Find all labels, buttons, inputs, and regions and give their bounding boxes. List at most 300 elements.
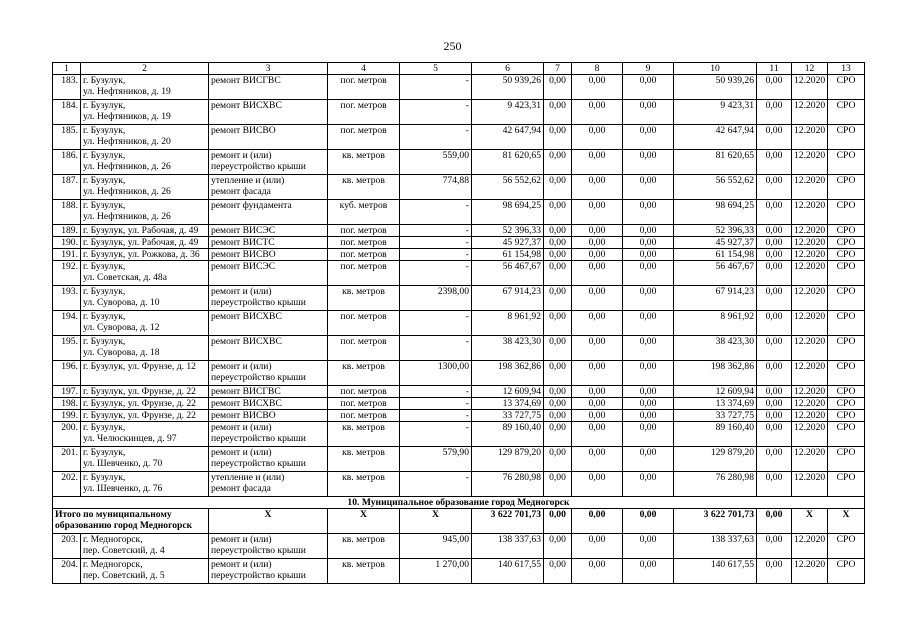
work-type-cell: [209, 261, 328, 286]
table-row: [53, 559, 865, 584]
method-cell: СРО: [828, 237, 865, 249]
row-number: 204.: [53, 559, 81, 584]
value-cell: 0,00: [544, 286, 572, 311]
method-cell: СРО: [828, 534, 865, 559]
address-cell: [81, 398, 209, 410]
cell-line: переустройство крыши: [211, 433, 306, 444]
work-type-cell: [209, 100, 328, 125]
row-number: 186.: [53, 150, 81, 175]
cell-line: переустройство крыши: [211, 372, 306, 383]
cost-total-cell: 76 280,98: [472, 472, 544, 497]
date-cell: 12.2020: [792, 200, 828, 225]
table-row: [53, 422, 865, 447]
cost-cell: 129 879,20: [674, 447, 757, 472]
address-cell: [81, 386, 209, 398]
quantity-cell: 579,90: [400, 447, 472, 472]
unit-cell: пог. метров: [328, 386, 400, 398]
cost-total-cell: 8 961,92: [472, 311, 544, 336]
cost-total-cell: 98 694,25: [472, 200, 544, 225]
unit-cell: кв. метров: [328, 447, 400, 472]
cost-cell: 81 620,65: [674, 150, 757, 175]
cost-cell: 45 927,37: [674, 237, 757, 249]
quantity-cell: -: [400, 336, 472, 361]
method-cell: СРО: [828, 125, 865, 150]
cell-line: г. Бузулук, ул. Рабочая, д. 49: [83, 237, 199, 248]
cell-line: ул. Нефтяников, д. 26: [83, 211, 171, 222]
value-cell: 0,00: [544, 422, 572, 447]
value-cell: 0,00: [572, 249, 623, 261]
cell-line: ул. Нефтяников, д. 20: [83, 136, 171, 147]
table-row: [53, 336, 865, 361]
work-type-cell: [209, 534, 328, 559]
cost-total-cell: 138 337,63: [472, 534, 544, 559]
date-cell: 12.2020: [792, 150, 828, 175]
cell-line: г. Бузулук,: [83, 100, 126, 111]
value-cell: 0,00: [757, 286, 792, 311]
value-cell: 0,00: [572, 100, 623, 125]
value-cell: 0,00: [757, 361, 792, 386]
date-cell: 12.2020: [792, 386, 828, 398]
date-cell: 12.2020: [792, 410, 828, 422]
method-cell: СРО: [828, 559, 865, 584]
cost-cell: 138 337,63: [674, 534, 757, 559]
value-cell: 0,00: [544, 125, 572, 150]
row-number: 194.: [53, 311, 81, 336]
value-cell: 0,00: [544, 311, 572, 336]
address-cell: [81, 225, 209, 237]
column-header: 13: [828, 63, 865, 75]
cell-line: г. Бузулук, ул. Рожкова, д. 36: [83, 249, 200, 260]
cell-line: г. Бузулук, ул. Фрунзе, д. 22: [83, 386, 196, 397]
value-cell: 0,00: [544, 559, 572, 584]
cost-total-cell: 45 927,37: [472, 237, 544, 249]
value-cell: 0,00: [572, 286, 623, 311]
value-cell: 0,00: [544, 447, 572, 472]
cost-cell: 52 396,33: [674, 225, 757, 237]
column-header: 6: [472, 63, 544, 75]
total-cell: X: [792, 509, 828, 534]
cost-cell: 140 617,55: [674, 559, 757, 584]
value-cell: 0,00: [623, 534, 674, 559]
cell-line: переустройство крыши: [211, 545, 306, 556]
value-cell: 0,00: [623, 175, 674, 200]
cost-total-cell: 89 160,40: [472, 422, 544, 447]
cell-line: г. Бузулук, ул. Рабочая, д. 49: [83, 225, 199, 236]
table-row: [53, 386, 865, 398]
value-cell: 0,00: [623, 249, 674, 261]
address-cell: [81, 175, 209, 200]
method-cell: СРО: [828, 200, 865, 225]
cost-cell: 89 160,40: [674, 422, 757, 447]
date-cell: 12.2020: [792, 447, 828, 472]
work-type-cell: [209, 150, 328, 175]
value-cell: 0,00: [572, 398, 623, 410]
cell-line: г. Бузулук, ул. Фрунзе, д. 22: [83, 398, 196, 409]
cost-cell: 61 154,98: [674, 249, 757, 261]
cost-cell: 13 374,69: [674, 398, 757, 410]
cell-line: ул. Челюскинцев, д. 97: [83, 433, 177, 444]
total-cell: X: [828, 509, 865, 534]
section-title: 10. Муниципальное образование город Медногорск: [53, 497, 865, 509]
cell-line: ремонт ВИСХВС: [211, 398, 282, 409]
address-cell: [81, 472, 209, 497]
column-header: 11: [757, 63, 792, 75]
quantity-cell: 945,00: [400, 534, 472, 559]
value-cell: 0,00: [623, 75, 674, 100]
cost-cell: 38 423,30: [674, 336, 757, 361]
value-cell: 0,00: [757, 150, 792, 175]
value-cell: 0,00: [623, 100, 674, 125]
cell-line: г. Бузулук,: [83, 286, 126, 297]
cell-line: пер. Советский, д. 5: [83, 570, 165, 581]
work-type-cell: [209, 200, 328, 225]
work-type-cell: [209, 559, 328, 584]
value-cell: 0,00: [623, 398, 674, 410]
date-cell: 12.2020: [792, 311, 828, 336]
value-cell: 0,00: [544, 386, 572, 398]
quantity-cell: -: [400, 249, 472, 261]
cell-line: г. Бузулук,: [83, 261, 126, 272]
date-cell: 12.2020: [792, 249, 828, 261]
work-type-cell: [209, 386, 328, 398]
row-number: 199.: [53, 410, 81, 422]
address-cell: [81, 361, 209, 386]
value-cell: 0,00: [623, 261, 674, 286]
cell-line: г. Медногорск,: [83, 534, 143, 545]
work-type-cell: [209, 311, 328, 336]
address-cell: [81, 125, 209, 150]
value-cell: 0,00: [544, 200, 572, 225]
row-number: 187.: [53, 175, 81, 200]
value-cell: 0,00: [572, 472, 623, 497]
cost-total-cell: 129 879,20: [472, 447, 544, 472]
value-cell: 0,00: [544, 410, 572, 422]
total-cell: X: [209, 509, 328, 534]
cost-cell: 50 939,26: [674, 75, 757, 100]
method-cell: СРО: [828, 447, 865, 472]
row-number: 202.: [53, 472, 81, 497]
cell-line: ремонт и (или): [211, 150, 272, 161]
value-cell: 0,00: [757, 386, 792, 398]
value-cell: 0,00: [544, 472, 572, 497]
unit-cell: кв. метров: [328, 286, 400, 311]
value-cell: 0,00: [623, 447, 674, 472]
cell-line: г. Бузулук, ул. Фрунзе, д. 12: [83, 361, 196, 372]
method-cell: СРО: [828, 225, 865, 237]
unit-cell: пог. метров: [328, 336, 400, 361]
quantity-cell: -: [400, 311, 472, 336]
value-cell: 0,00: [757, 447, 792, 472]
table-row: [53, 100, 865, 125]
column-header: 3: [209, 63, 328, 75]
date-cell: 12.2020: [792, 237, 828, 249]
cell-line: ул. Нефтяников, д. 19: [83, 111, 171, 122]
method-cell: СРО: [828, 361, 865, 386]
total-label: [53, 509, 209, 534]
table-row: [53, 125, 865, 150]
cell-line: ул. Шевченко, д. 76: [83, 483, 163, 494]
cost-cell: 56 552,62: [674, 175, 757, 200]
column-header: 7: [544, 63, 572, 75]
value-cell: 0,00: [757, 398, 792, 410]
value-cell: 0,00: [623, 150, 674, 175]
address-cell: [81, 286, 209, 311]
cost-total-cell: 9 423,31: [472, 100, 544, 125]
cell-line: г. Бузулук,: [83, 200, 126, 211]
table-row: [53, 200, 865, 225]
table-row: [53, 361, 865, 386]
row-number: 185.: [53, 125, 81, 150]
cell-line: ремонт и (или): [211, 534, 272, 545]
value-cell: 0,00: [544, 361, 572, 386]
table-row: [53, 311, 865, 336]
address-cell: [81, 237, 209, 249]
cell-line: ул. Шевченко, д. 70: [83, 458, 163, 469]
cell-line: утепление и (или): [211, 175, 285, 186]
page-number: 250: [443, 39, 462, 53]
value-cell: 0,00: [572, 336, 623, 361]
cost-cell: 76 280,98: [674, 472, 757, 497]
row-number: 197.: [53, 386, 81, 398]
cell-line: ремонт ВИСХВС: [211, 336, 282, 347]
table-row: [53, 261, 865, 286]
unit-cell: кв. метров: [328, 472, 400, 497]
address-cell: [81, 75, 209, 100]
quantity-cell: 2398,00: [400, 286, 472, 311]
row-number: 184.: [53, 100, 81, 125]
work-type-cell: [209, 125, 328, 150]
cell-line: ремонт ВИСХВС: [211, 311, 282, 322]
cell-line: пер. Советский, д. 4: [83, 545, 165, 556]
row-number: 195.: [53, 336, 81, 361]
row-number: 192.: [53, 261, 81, 286]
cell-line: г. Бузулук,: [83, 175, 126, 186]
row-number: 189.: [53, 225, 81, 237]
address-cell: [81, 150, 209, 175]
value-cell: 0,00: [544, 534, 572, 559]
date-cell: 12.2020: [792, 75, 828, 100]
table-row: [53, 237, 865, 249]
cell-line: переустройство крыши: [211, 161, 306, 172]
cell-line: г. Медногорск,: [83, 559, 143, 570]
value-cell: 0,00: [757, 75, 792, 100]
quantity-cell: 559,00: [400, 150, 472, 175]
cost-total-cell: 52 396,33: [472, 225, 544, 237]
value-cell: 0,00: [572, 75, 623, 100]
unit-cell: кв. метров: [328, 150, 400, 175]
row-number: 193.: [53, 286, 81, 311]
value-cell: 0,00: [757, 336, 792, 361]
value-cell: 0,00: [757, 125, 792, 150]
cost-total-cell: 56 467,67: [472, 261, 544, 286]
method-cell: СРО: [828, 386, 865, 398]
address-cell: [81, 311, 209, 336]
method-cell: СРО: [828, 286, 865, 311]
row-number: 191.: [53, 249, 81, 261]
column-header: 5: [400, 63, 472, 75]
value-cell: 0,00: [757, 200, 792, 225]
value-cell: 0,00: [623, 336, 674, 361]
address-cell: [81, 559, 209, 584]
unit-cell: кв. метров: [328, 361, 400, 386]
work-type-cell: [209, 175, 328, 200]
address-cell: [81, 249, 209, 261]
address-cell: [81, 534, 209, 559]
cost-cell: 42 647,94: [674, 125, 757, 150]
date-cell: 12.2020: [792, 361, 828, 386]
work-type-cell: [209, 410, 328, 422]
value-cell: 0,00: [572, 200, 623, 225]
date-cell: 12.2020: [792, 398, 828, 410]
cost-total-cell: 56 552,62: [472, 175, 544, 200]
date-cell: 12.2020: [792, 175, 828, 200]
value-cell: 0,00: [623, 422, 674, 447]
cell-line: г. Бузулук,: [83, 150, 126, 161]
section-row: [53, 497, 865, 509]
total-label-line: образованию город Медногорск: [55, 520, 193, 531]
cost-total-cell: 61 154,98: [472, 249, 544, 261]
cell-line: г. Бузулук, ул. Фрунзе, д. 22: [83, 410, 196, 421]
value-cell: 0,00: [757, 559, 792, 584]
address-cell: [81, 410, 209, 422]
cost-cell: 33 727,75: [674, 410, 757, 422]
column-header: 8: [572, 63, 623, 75]
date-cell: 12.2020: [792, 286, 828, 311]
total-row: [53, 509, 865, 534]
total-label-line: Итого по муниципальному: [55, 509, 172, 520]
value-cell: 0,00: [623, 125, 674, 150]
value-cell: 0,00: [544, 261, 572, 286]
value-cell: 0,00: [572, 422, 623, 447]
cell-line: переустройство крыши: [211, 458, 306, 469]
cell-line: ремонт ВИСГВС: [211, 386, 281, 397]
total-cell: 0,00: [757, 509, 792, 534]
row-number: 190.: [53, 237, 81, 249]
method-cell: СРО: [828, 175, 865, 200]
cell-line: ремонт ВИСЭС: [211, 225, 276, 236]
quantity-cell: -: [400, 261, 472, 286]
unit-cell: пог. метров: [328, 75, 400, 100]
address-cell: [81, 422, 209, 447]
cell-line: утепление и (или): [211, 472, 285, 483]
work-type-cell: [209, 447, 328, 472]
cell-line: ремонт ВИСТС: [211, 237, 275, 248]
table-row: [53, 286, 865, 311]
cell-line: ремонт фасада: [211, 186, 271, 197]
cost-total-cell: 13 374,69: [472, 398, 544, 410]
cell-line: ремонт ВИСВО: [211, 249, 276, 260]
work-type-cell: [209, 225, 328, 237]
total-cell: 0,00: [623, 509, 674, 534]
table-row: [53, 534, 865, 559]
unit-cell: кв. метров: [328, 175, 400, 200]
address-cell: [81, 336, 209, 361]
table-row: [53, 225, 865, 237]
total-cell: X: [400, 509, 472, 534]
cost-cell: 8 961,92: [674, 311, 757, 336]
row-number: 196.: [53, 361, 81, 386]
cell-line: ремонт и (или): [211, 447, 272, 458]
unit-cell: пог. метров: [328, 237, 400, 249]
unit-cell: пог. метров: [328, 311, 400, 336]
column-header: 12: [792, 63, 828, 75]
value-cell: 0,00: [623, 361, 674, 386]
cell-line: ул. Советская, д. 48а: [83, 272, 167, 283]
method-cell: СРО: [828, 150, 865, 175]
cell-line: ремонт фасада: [211, 483, 271, 494]
column-header: 10: [674, 63, 757, 75]
value-cell: 0,00: [623, 472, 674, 497]
table-row: [53, 175, 865, 200]
work-type-cell: [209, 336, 328, 361]
unit-cell: кв. метров: [328, 559, 400, 584]
work-type-cell: [209, 422, 328, 447]
value-cell: 0,00: [572, 150, 623, 175]
cost-total-cell: 38 423,30: [472, 336, 544, 361]
value-cell: 0,00: [572, 386, 623, 398]
quantity-cell: -: [400, 237, 472, 249]
date-cell: 12.2020: [792, 559, 828, 584]
cell-line: переустройство крыши: [211, 570, 306, 581]
value-cell: 0,00: [623, 311, 674, 336]
value-cell: 0,00: [757, 534, 792, 559]
method-cell: СРО: [828, 336, 865, 361]
work-type-cell: [209, 286, 328, 311]
cell-line: ремонт и (или): [211, 286, 272, 297]
method-cell: СРО: [828, 472, 865, 497]
value-cell: 0,00: [757, 225, 792, 237]
value-cell: 0,00: [757, 422, 792, 447]
method-cell: СРО: [828, 261, 865, 286]
value-cell: 0,00: [623, 200, 674, 225]
column-header: 9: [623, 63, 674, 75]
cost-total-cell: 12 609,94: [472, 386, 544, 398]
value-cell: 0,00: [544, 175, 572, 200]
cell-line: ремонт ВИСВО: [211, 410, 276, 421]
work-type-cell: [209, 361, 328, 386]
table-row: [53, 447, 865, 472]
date-cell: 12.2020: [792, 125, 828, 150]
address-cell: [81, 200, 209, 225]
quantity-cell: 774,88: [400, 175, 472, 200]
value-cell: 0,00: [623, 286, 674, 311]
value-cell: 0,00: [757, 311, 792, 336]
cell-line: г. Бузулук,: [83, 311, 126, 322]
work-type-cell: [209, 398, 328, 410]
row-number: 200.: [53, 422, 81, 447]
method-cell: СРО: [828, 311, 865, 336]
unit-cell: кв. метров: [328, 422, 400, 447]
table-row: [53, 249, 865, 261]
cell-line: ул. Суворова, д. 12: [83, 322, 160, 333]
cell-line: г. Бузулук,: [83, 422, 126, 433]
quantity-cell: -: [400, 398, 472, 410]
table-row: [53, 75, 865, 100]
cell-line: ремонт и (или): [211, 422, 272, 433]
total-cost-cell: 3 622 701,73: [674, 509, 757, 534]
method-cell: СРО: [828, 75, 865, 100]
cell-line: г. Бузулук,: [83, 336, 126, 347]
cell-line: ул. Нефтяников, д. 26: [83, 161, 171, 172]
cell-line: ремонт фундамента: [211, 200, 292, 211]
table-row: [53, 410, 865, 422]
date-cell: 12.2020: [792, 336, 828, 361]
unit-cell: пог. метров: [328, 398, 400, 410]
value-cell: 0,00: [572, 261, 623, 286]
cell-line: г. Бузулук,: [83, 75, 126, 86]
unit-cell: пог. метров: [328, 261, 400, 286]
cost-total-cell: 50 939,26: [472, 75, 544, 100]
